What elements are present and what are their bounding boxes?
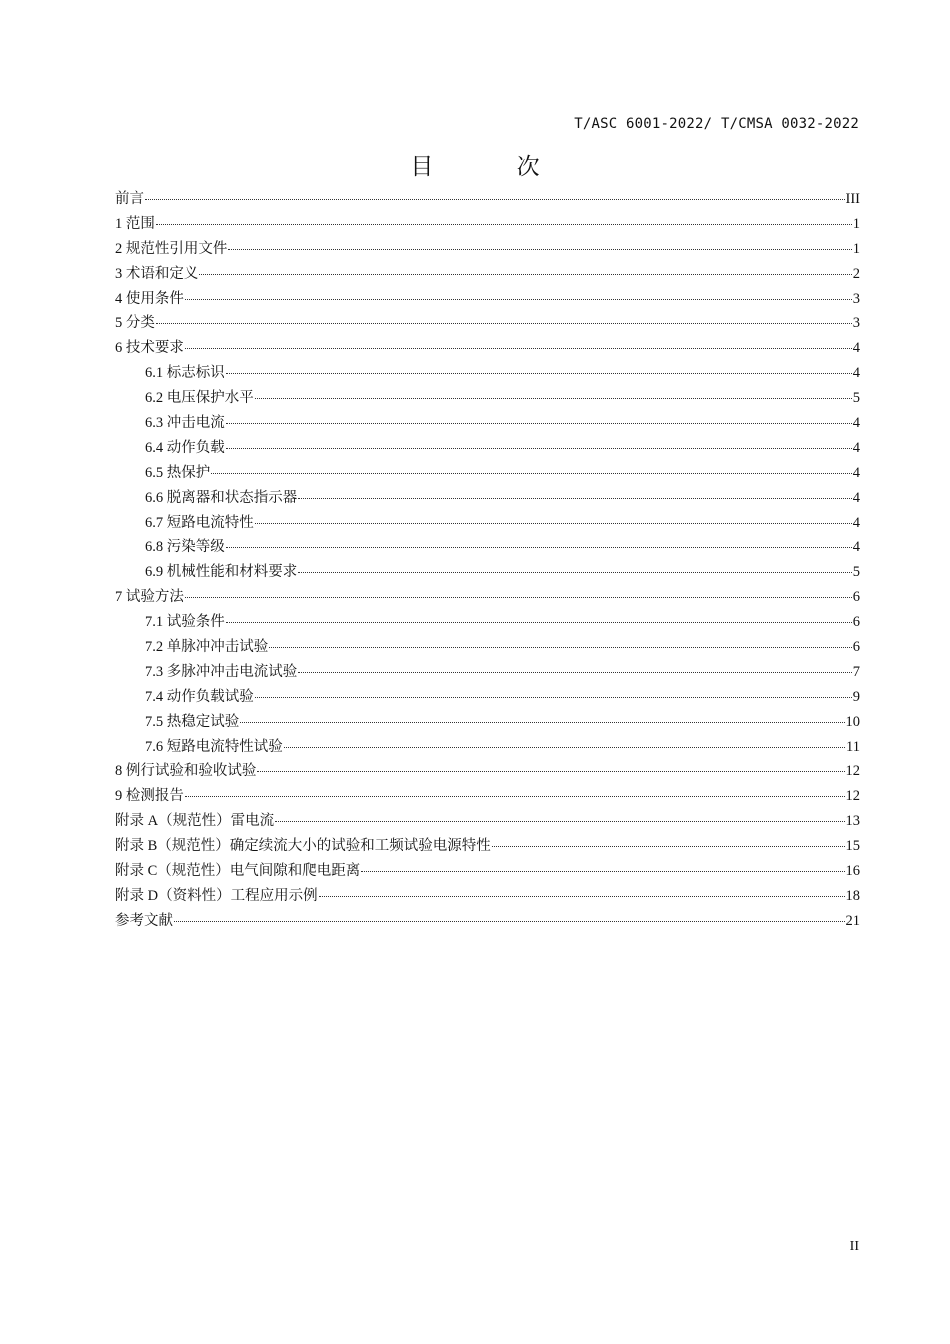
toc-entry-label: 6.3 冲击电流 [145, 415, 225, 432]
toc-entry-page: 3 [852, 315, 860, 332]
toc-entry-page: 3 [852, 290, 860, 307]
toc-entry-label: 3 术语和定义 [115, 265, 199, 282]
toc-leader-dots [156, 322, 852, 324]
toc-entry-page: 9 [852, 688, 860, 705]
toc-entry-label: 附录 C（规范性）电气间隙和爬电距离 [115, 863, 361, 880]
toc-leader-dots [226, 422, 852, 424]
toc-leader-dots [255, 397, 852, 399]
toc-entry[interactable] [115, 635, 860, 660]
toc-entry-label: 6.1 标志标识 [145, 365, 225, 382]
toc-entry-label: 7.5 热稳定试验 [145, 713, 240, 730]
toc-entry[interactable] [115, 784, 860, 809]
toc-entry[interactable] [115, 287, 860, 312]
toc-leader-dots [226, 372, 852, 374]
toc-title: 目 次 [410, 154, 578, 180]
toc-entry[interactable] [115, 685, 860, 710]
toc-entry-label: 6.6 脱离器和状态指示器 [145, 489, 298, 506]
toc-leader-dots [211, 472, 852, 474]
toc-entry-label: 8 例行试验和验收试验 [115, 763, 257, 780]
toc-leader-dots [284, 746, 845, 748]
toc-entry[interactable] [115, 436, 860, 461]
toc-entry-label: 7.4 动作负载试验 [145, 688, 254, 705]
toc-entry-label: 附录 D（资料性）工程应用示例 [115, 887, 318, 904]
toc-entry-page: 16 [845, 863, 860, 880]
toc-leader-dots [199, 273, 851, 275]
toc-leader-dots [185, 596, 852, 598]
toc-entry[interactable] [115, 311, 860, 336]
toc-entry-page: 4 [852, 340, 860, 357]
toc-leader-dots [174, 920, 845, 922]
toc-entry[interactable] [115, 884, 860, 909]
toc-entry-label: 附录 B（规范性）确定续流大小的试验和工频试验电源特性 [115, 838, 491, 855]
toc-leader-dots [298, 497, 852, 499]
toc-entry-label: 7.3 多脉冲冲击电流试验 [145, 663, 298, 680]
toc-leader-dots [185, 795, 845, 797]
toc-entry[interactable] [115, 735, 860, 760]
toc-leader-dots [226, 621, 852, 623]
toc-entry-page: 4 [852, 439, 860, 456]
toc-entry-page: 4 [852, 514, 860, 531]
toc-entry-label: 4 使用条件 [115, 290, 184, 307]
toc-leader-dots [226, 447, 852, 449]
toc-entry-page: 7 [852, 663, 860, 680]
toc-entry[interactable] [115, 361, 860, 386]
toc-entry-label: 附录 A（规范性）雷电流 [115, 813, 275, 830]
toc-leader-dots [319, 895, 845, 897]
toc-entry-page: 4 [852, 539, 860, 556]
toc-entry-page: 13 [845, 813, 860, 830]
toc-entry[interactable] [115, 610, 860, 635]
toc-entry-label: 6.5 热保护 [145, 464, 211, 481]
toc-leader-dots [185, 347, 852, 349]
toc-entry-page: 21 [845, 912, 860, 929]
toc-entry-label: 6.4 动作负载 [145, 439, 225, 456]
toc-entry-page: 4 [852, 464, 860, 481]
toc-leader-dots [240, 721, 844, 723]
toc-entry[interactable] [115, 486, 860, 511]
toc-entry-page: 4 [852, 489, 860, 506]
table-of-contents [115, 187, 860, 934]
toc-entry[interactable] [115, 834, 860, 859]
toc-leader-dots [361, 870, 844, 872]
toc-entry[interactable] [115, 461, 860, 486]
toc-entry[interactable] [115, 710, 860, 735]
toc-entry-label: 前言 [115, 191, 144, 207]
toc-entry-page: 1 [852, 240, 860, 257]
toc-entry[interactable] [115, 535, 860, 560]
toc-leader-dots [255, 522, 852, 524]
toc-entry-page: 4 [852, 365, 860, 382]
toc-entry[interactable] [115, 336, 860, 361]
toc-entry-label: 7.1 试验条件 [145, 614, 225, 631]
toc-leader-dots [269, 646, 852, 648]
toc-entry[interactable] [115, 262, 860, 287]
toc-entry[interactable] [115, 386, 860, 411]
toc-entry-page: 6 [852, 614, 860, 631]
toc-leader-dots [185, 298, 852, 300]
toc-entry[interactable] [115, 809, 860, 834]
toc-leader-dots [298, 571, 852, 573]
toc-entry[interactable] [115, 660, 860, 685]
toc-entry-page: 10 [845, 713, 860, 730]
document-code: T/ASC 6001-2022/ T/CMSA 0032-2022 [574, 116, 859, 132]
toc-entry-page: 5 [852, 564, 860, 581]
toc-leader-dots [257, 770, 844, 772]
toc-entry-page: 1 [852, 215, 860, 232]
toc-leader-dots [275, 820, 844, 822]
toc-leader-dots [228, 248, 851, 250]
toc-entry[interactable] [115, 909, 860, 934]
toc-entry-page: 15 [845, 838, 860, 855]
toc-entry[interactable] [115, 212, 860, 237]
toc-entry[interactable] [115, 511, 860, 536]
toc-entry-label: 9 检测报告 [115, 788, 184, 805]
toc-leader-dots [298, 671, 852, 673]
toc-entry[interactable] [115, 859, 860, 884]
toc-entry-page: 2 [852, 265, 860, 282]
toc-entry[interactable] [115, 560, 860, 585]
toc-entry[interactable] [115, 187, 860, 212]
toc-entry-page: 5 [852, 390, 860, 407]
toc-leader-dots [145, 198, 845, 200]
toc-entry-page: 12 [845, 763, 860, 780]
toc-entry-label: 6.2 电压保护水平 [145, 390, 254, 407]
toc-leader-dots [255, 696, 852, 698]
toc-entry-page: 6 [852, 639, 860, 656]
toc-entry-label: 7.6 短路电流特性试验 [145, 738, 283, 755]
toc-entry-label: 6.7 短路电流特性 [145, 514, 254, 531]
toc-entry[interactable] [115, 759, 860, 784]
toc-entry-label: 2 规范性引用文件 [115, 240, 228, 257]
toc-leader-dots [156, 223, 852, 225]
toc-entry-page: 12 [845, 788, 860, 805]
toc-entry-label: 1 范围 [115, 215, 155, 232]
toc-leader-dots [226, 546, 852, 548]
toc-entry-page: III [845, 191, 860, 207]
toc-entry[interactable] [115, 237, 860, 262]
toc-entry[interactable] [115, 585, 860, 610]
toc-entry-label: 6.8 污染等级 [145, 539, 225, 556]
toc-entry[interactable] [115, 411, 860, 436]
toc-entry-label: 7.2 单脉冲冲击试验 [145, 639, 269, 656]
toc-entry-label: 6.9 机械性能和材料要求 [145, 564, 298, 581]
toc-entry-label: 5 分类 [115, 315, 155, 332]
toc-entry-page: 4 [852, 415, 860, 432]
page-number: II [849, 1239, 859, 1254]
toc-entry-page: 6 [852, 589, 860, 606]
toc-entry-page: 11 [846, 738, 860, 755]
toc-entry-label: 参考文献 [115, 912, 173, 929]
toc-entry-label: 7 试验方法 [115, 589, 184, 606]
toc-entry-page: 18 [845, 887, 860, 904]
toc-entry-label: 6 技术要求 [115, 340, 184, 357]
toc-leader-dots [492, 845, 845, 847]
